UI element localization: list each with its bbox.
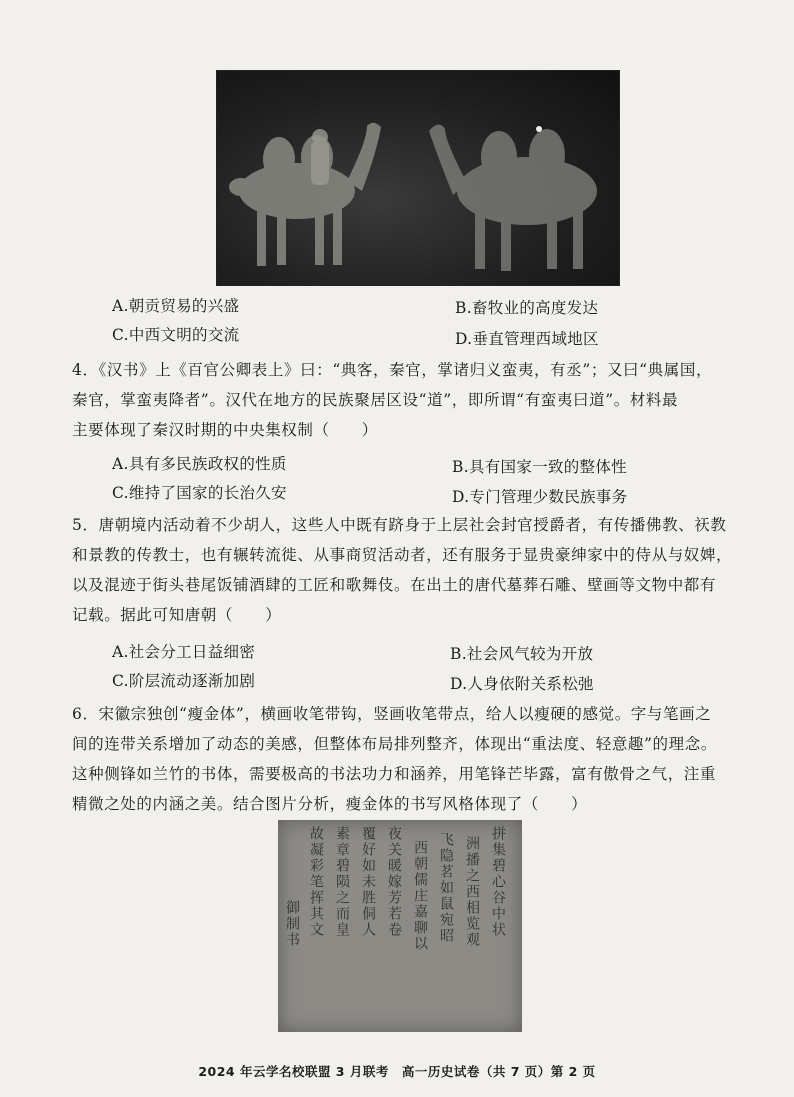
q4-line-2: 秦官，掌蛮夷降者”。汉代在地方的民族聚居区设“道”，即所谓“有蛮夷曰道”。材料最 [72, 391, 679, 409]
calligraphy-column-4: 覆好如未胜侗人 [360, 826, 376, 938]
calligraphy-column-6: 西朝儒庄嘉聊以 [412, 840, 428, 952]
question-4 [72, 355, 752, 445]
page-footer: 2024 年云学名校联盟 3 月联考 高一历史试卷（共 7 页）第 2 页 [198, 1064, 596, 1079]
q4-line-3: 主要体现了秦汉时期的中央集权制（ ） [72, 421, 378, 439]
q5-option-a: A.社会分工日益细密 [112, 643, 256, 661]
q4-option-d: D.专门管理少数民族事务 [452, 488, 628, 506]
calligraphy-column-8: 洲播之西相览观 [464, 836, 480, 948]
q5-line-3: 以及混迹于街头巷尾饭铺酒肆的工匠和歌舞伎。在出土的唐代墓葬石雕、壁画等文物中都有 [72, 576, 717, 594]
q5-line-1: 5．唐朝境内活动着不少胡人，这些人中既有跻身于上层社会封官授爵者，有传播佛教、祆教 [72, 516, 727, 534]
q4-line-1: 4．《汉书》上《百官公卿表上》曰：“典客，秦官，掌诸归义蛮夷，有丞”；又曰“典属国， [72, 361, 713, 379]
q3-option-d: D.垂直管理西域地区 [455, 330, 599, 348]
q4-option-c: C.维持了国家的长治久安 [112, 484, 287, 502]
q5-option-d: D.人身依附关系松弛 [450, 675, 594, 693]
q4-option-a: A.具有多民族政权的性质 [112, 455, 287, 473]
light-reflection [536, 126, 542, 132]
q5-line-2: 和景教的传教士，也有辗转流徙、从事商贸活动者，还有服务于显贵豪绅家中的侍从与奴婢， [72, 546, 733, 564]
q6-line-4: 精微之处的内涵之美。结合图片分析，瘦金体的书写风格体现了（ ） [72, 795, 588, 813]
q6-line-1: 6．宋徽宗独创“瘦金体”，横画收笔带钩，竖画收笔带点，给人以瘦硬的感觉。字与笔画之 [72, 705, 712, 723]
calligraphy-column-9: 拼集碧心谷中状 [490, 826, 506, 938]
q4-option-b: B.具有国家一致的整体性 [452, 458, 627, 476]
slender-gold-calligraphy-image [278, 820, 522, 1032]
question-6 [72, 699, 762, 819]
q3-option-c: C.中西文明的交流 [112, 326, 240, 344]
calligraphy-column-3: 素章碧陨之而皇 [334, 826, 350, 938]
q3-option-a: A.朝贡贸易的兴盛 [112, 297, 240, 315]
q5-option-c: C.阶层流动逐渐加剧 [112, 672, 256, 690]
calligraphy-column-1: 御制书 [284, 900, 300, 948]
q6-line-2: 间的连带关系增加了动态的美感，但整体布局排列整齐，体现出“重法度、轻意趣”的理念。 [72, 735, 717, 753]
q6-line-3: 这种侧锋如兰竹的书体，需要极高的书法功力和涵养，用笔锋芒毕露，富有傲骨之气，注重 [72, 765, 717, 783]
calligraphy-column-7: 飞隐茗如鼠宛昭 [438, 832, 454, 944]
q5-line-4: 记载。据此可知唐朝（ ） [72, 606, 282, 624]
calligraphy-column-5: 夜关暖嫁芳若卷 [386, 826, 402, 938]
camel-figurines-illustration [217, 71, 619, 285]
question-5 [72, 510, 752, 630]
q5-option-b: B.社会风气较为开放 [450, 645, 594, 663]
calligraphy-column-2: 故凝彩笔挥其文 [308, 826, 324, 938]
camel-figurines-photo [216, 70, 620, 286]
q3-option-b: B.畜牧业的高度发达 [455, 299, 599, 317]
